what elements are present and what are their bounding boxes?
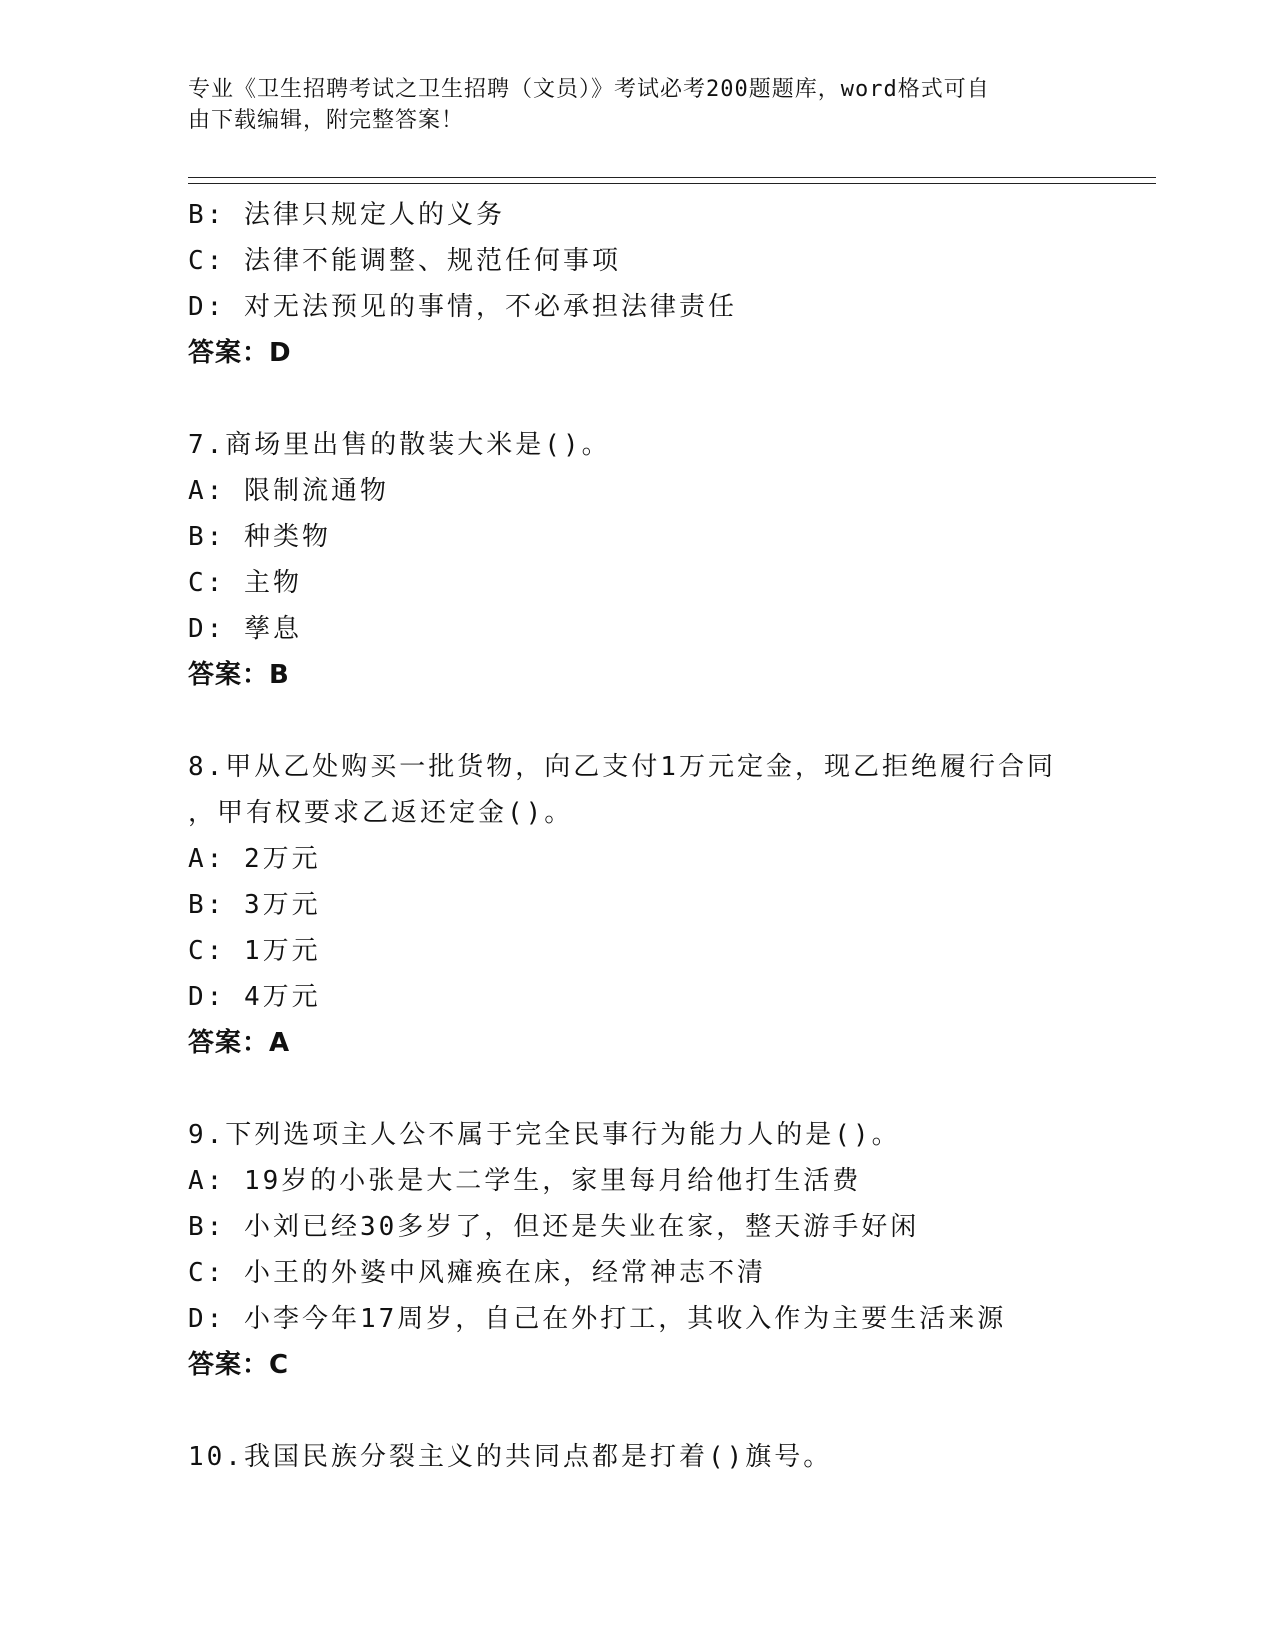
question-list xyxy=(188,192,1148,1480)
answer-label: 答案：A xyxy=(188,1028,291,1058)
question-stem: 7.商场里出售的散装大米是()。 xyxy=(188,430,611,460)
option-c: C: 主物 xyxy=(188,568,302,598)
option-a: A: 2万元 xyxy=(188,844,321,874)
option-c: C: 法律不能调整、规范任何事项 xyxy=(188,246,621,276)
header-divider xyxy=(188,177,1156,184)
answer-label: 答案：C xyxy=(188,1350,290,1380)
option-d: D: 孳息 xyxy=(188,614,302,644)
option-b: B: 3万元 xyxy=(188,890,321,920)
option-d: D: 4万元 xyxy=(188,982,321,1012)
header-line-1: 专业《卫生招聘考试之卫生招聘（文员）》考试必考200题题库，word格式可自 xyxy=(188,77,990,102)
spacer xyxy=(188,376,1148,422)
question-stem-line-2: ，甲有权要求乙返还定金()。 xyxy=(188,798,574,828)
answer-label: 答案：B xyxy=(188,660,290,690)
spacer xyxy=(188,1066,1148,1112)
option-c: C: 小王的外婆中风瘫痪在床，经常神志不清 xyxy=(188,1258,766,1288)
question-stem: 9.下列选项主人公不属于完全民事行为能力人的是()。 xyxy=(188,1120,901,1150)
option-d: D: 小李今年17周岁，自己在外打工，其收入作为主要生活来源 xyxy=(188,1304,1007,1334)
option-a: A: 19岁的小张是大二学生，家里每月给他打生活费 xyxy=(188,1166,862,1196)
question-8 xyxy=(188,744,1148,1066)
document-header xyxy=(188,74,1088,136)
question-6-continued xyxy=(188,192,1148,376)
spacer xyxy=(188,698,1148,744)
option-c: C: 1万元 xyxy=(188,936,321,966)
question-9 xyxy=(188,1112,1148,1388)
question-stem: 10.我国民族分裂主义的共同点都是打着()旗号。 xyxy=(188,1442,833,1472)
question-7 xyxy=(188,422,1148,698)
header-line-2: 由下载编辑，附完整答案！ xyxy=(188,108,465,133)
question-10 xyxy=(188,1434,1148,1480)
option-d: D: 对无法预见的事情，不必承担法律责任 xyxy=(188,292,737,322)
option-b: B: 种类物 xyxy=(188,522,331,552)
spacer xyxy=(188,1388,1148,1434)
option-b: B: 法律只规定人的义务 xyxy=(188,200,505,230)
option-b: B: 小刘已经30多岁了，但还是失业在家，整天游手好闲 xyxy=(188,1212,920,1242)
question-stem-line-1: 8.甲从乙处购买一批货物，向乙支付1万元定金，现乙拒绝履行合同 xyxy=(188,752,1056,782)
option-a: A: 限制流通物 xyxy=(188,476,389,506)
answer-label: 答案：D xyxy=(188,338,292,368)
